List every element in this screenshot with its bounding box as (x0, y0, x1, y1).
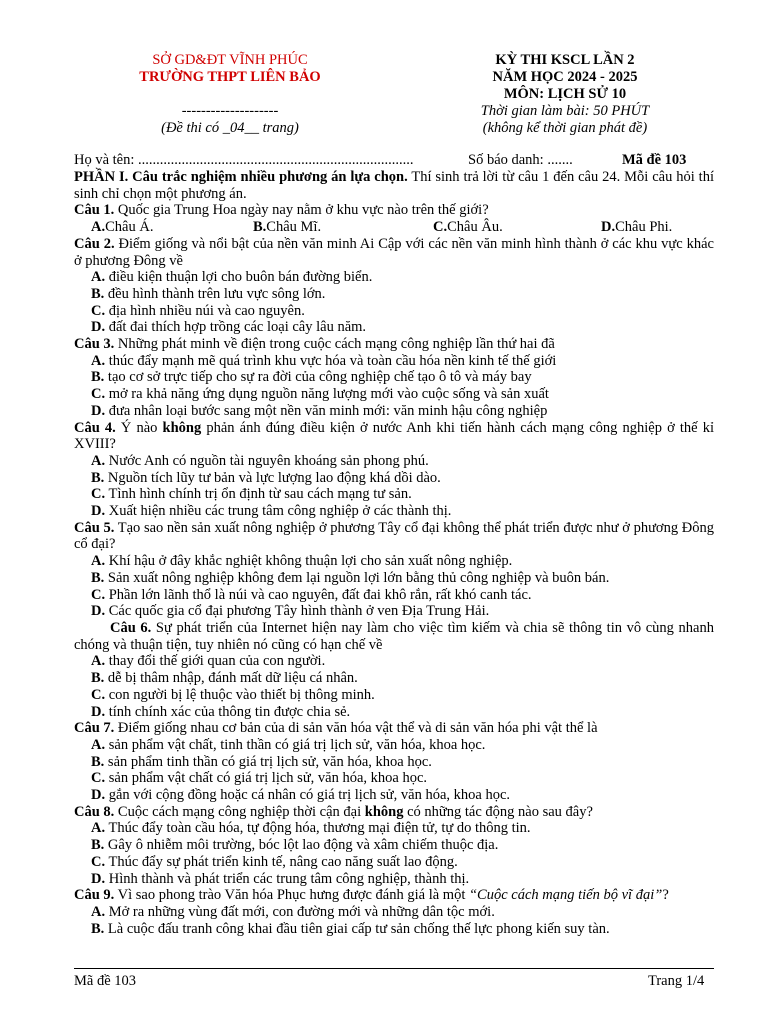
question-label: Câu 4. (74, 419, 116, 436)
option-a: A. thúc đẩy mạnh mẽ quá trình khu vực hóa và toàn cầu hóa nền kinh tế thế giới (91, 352, 557, 369)
option-c: C. địa hình nhiều núi và cao nguyên. (91, 302, 305, 319)
header-dashes: -------------------- (181, 103, 279, 119)
question-label: Câu 2. (74, 235, 115, 252)
option-a: A. sản phẩm vật chất, tinh thần có giá trị lịch sử, văn hóa, khoa học. (91, 736, 486, 753)
option-d: D. Các quốc gia cổ đại phương Tây hình thành ở ven Địa Trung Hải. (91, 603, 490, 620)
option-a: A. Mở ra những vùng đất mới, con đường mới và những dân tộc mới. (91, 903, 495, 920)
question-1 (74, 202, 714, 219)
option-b: B. dễ bị thâm nhập, đánh mất dữ liệu cá nhân. (91, 670, 358, 687)
option-b: B. Sản xuất nông nghiệp không đem lại nguồn lợi lớn bằng thủ công nghiệp và buôn bán. (91, 569, 610, 586)
question-3 (74, 336, 714, 353)
footer-divider (74, 968, 714, 969)
department-name: SỞ GD&ĐT VĨNH PHÚC (152, 52, 308, 68)
question-label: Câu 5. (74, 519, 115, 536)
question-text: Điểm giống nhau cơ bản của di sản văn hóa vật thể và di sản văn hóa phi vật thể là (114, 720, 598, 737)
question-label: Câu 7. (74, 720, 115, 737)
question-9: Câu 9. Vì sao phong trào Văn hóa Phục hưng được đánh giá là một “Cuộc cách mạng tiến bộ vĩ đại”? (74, 887, 669, 904)
subject-name: MÔN: LỊCH SỬ 10 (503, 86, 627, 102)
question-text: Điểm giống và nổi bật của nền văn minh Ai Cập với các nền văn minh hình thành ở các khu vực khác ở phương Đông về (74, 235, 714, 269)
footer-page-number: Trang 1/4 (648, 973, 705, 989)
question-text: Những phát minh về điện trong cuộc cách mạng công nghiệp lần thứ hai đã (114, 336, 555, 353)
candidate-number-field: Số báo danh: ....... (468, 152, 573, 168)
question-7 (74, 720, 714, 737)
option-b: B. tạo cơ sở trực tiếp cho sự ra đời của công nghiệp chế tạo ô tô và máy bay (91, 369, 532, 386)
time-limit-note: (không kể thời gian phát đề) (482, 120, 648, 136)
option-c: C. mở ra khả năng ứng dụng nguồn năng lượng mới vào cuộc sống và sản xuất (91, 386, 549, 403)
exam-body (74, 169, 714, 937)
part-header (74, 169, 714, 202)
question-text: Sự phát triển của Internet hiện nay làm cho việc tìm kiếm và chia sẽ thông tin vô cùng nhanh chóng và thuận tiện, tuy nhiên nó cũng có hạn chế về (74, 619, 714, 653)
option-a: A. Khí hậu ở đây khắc nghiệt không thuận lợi cho sản xuất nông nghiệp. (91, 553, 513, 570)
exam-code: Mã đề 103 (622, 152, 687, 168)
question-label: Câu 3. (74, 336, 115, 353)
question-label: Câu 9. (74, 887, 115, 904)
school-name: TRƯỜNG THPT LIÊN BẢO (139, 69, 321, 85)
question-text: Quốc gia Trung Hoa ngày nay nằm ở khu vực nào trên thế giới? (114, 202, 489, 219)
option-a: A. thay đổi thế giới quan của con người. (91, 653, 326, 670)
exam-name: KỲ THI KSCL LẦN 2 (495, 52, 635, 68)
question-text: Tạo sao nền sản xuất nông nghiệp ở phương Tây cổ đại không thể phát triển được như ở phương Đông cổ đại? (74, 519, 714, 553)
option-c: C. sản phẩm vật chất có giá trị lịch sử, văn hóa, khoa học. (91, 770, 428, 787)
option-c: C. Thúc đẩy sự phát triển kinh tế, nâng cao năng suất lao động. (91, 853, 458, 870)
option-d: D.Châu Phi. (601, 219, 673, 236)
option-c: C. Phần lớn lãnh thổ là núi và cao nguyên, đất đai khô rắn, rất khó canh tác. (91, 586, 532, 603)
option-c: C.Châu Âu. (433, 219, 503, 236)
option-d: D. tính chính xác của thông tin được chia sẻ. (91, 703, 351, 720)
option-c: C. con người bị lệ thuộc vào thiết bị thông minh. (91, 686, 375, 703)
option-a: A.Châu Á. (91, 219, 154, 236)
option-d: D. Hình thành và phát triển các trung tâm công nghiệp, thành thị. (91, 870, 470, 887)
option-b: B. đều hình thành trên lưu vực sông lớn. (91, 285, 326, 302)
option-d: D. đưa nhân loại bước sang một nền văn minh mới: văn minh hậu công nghiệp (91, 402, 548, 419)
header-right (440, 52, 690, 137)
part-instruction: Thí sinh trả lời từ câu 1 đến câu 24. Mỗi câu hỏi thí sinh chỉ chọn một phương án. (74, 169, 714, 202)
question-2 (74, 236, 714, 269)
option-d: D. gắn với cộng đồng hoặc cá nhân có giá trị lịch sử, văn hóa, khoa học. (91, 787, 511, 804)
question-label: Câu 6. (110, 619, 152, 636)
header-left (110, 52, 350, 137)
time-limit: Thời gian làm bài: 50 PHÚT (480, 103, 650, 119)
option-c: C. Tình hình chính trị ổn định từ sau cách mạng tư sản. (91, 486, 412, 503)
question-label: Câu 8. (74, 803, 115, 820)
school-year: NĂM HỌC 2024 - 2025 (492, 69, 638, 85)
option-b: B. Nguồn tích lũy tư bản và lực lượng lao động khá dồi dào. (91, 469, 441, 486)
emphasis-not: không (364, 803, 404, 820)
quoted-phrase: “Cuộc cách mạng tiến bộ vĩ đại” (468, 887, 663, 904)
option-b: B. sản phẩm tinh thần có giá trị lịch sử, văn hóa, khoa học. (91, 753, 432, 770)
option-b: B.Châu Mĩ. (253, 219, 322, 236)
option-a: A. Nước Anh có nguồn tài nguyên khoáng sản phong phú. (91, 452, 429, 469)
question-8: Câu 8. Cuộc cách mạng công nghiệp thời cận đại không có những tác động nào sau đây? (74, 803, 593, 820)
option-a: A. Thúc đẩy toàn cầu hóa, tự động hóa, thương mại điện tử, tự do thông tin. (91, 820, 531, 837)
emphasis-not: không (162, 419, 202, 436)
student-name-field: Họ và tên: ............................................................................ (74, 152, 414, 168)
option-a: A. điều kiện thuận lợi cho buôn bán đường biển. (91, 269, 373, 286)
question-4: Câu 4. Ý nào không phản ánh đúng điều kiện ở nước Anh khi tiến hành cách mạng công nghiệp ở thế kỉ XVIII? (74, 419, 714, 453)
footer-exam-code: Mã đề 103 (74, 973, 137, 989)
question-5 (74, 520, 714, 553)
option-d: D. đất đai thích hợp trồng các loại cây lâu năm. (91, 319, 367, 336)
part-title: PHẦN I. Câu trắc nghiệm nhiều phương án lựa chọn. (74, 169, 408, 185)
option-b: B. Là cuộc đấu tranh công khai đầu tiên giai cấp tư sản chống thế lực phong kiến suy tàn. (91, 920, 610, 937)
page-count-note: (Đề thi có _04__ trang) (161, 120, 299, 136)
question-label: Câu 1. (74, 202, 115, 219)
option-b: B. Gây ô nhiễm môi trường, bóc lột lao động và xâm chiếm thuộc địa. (91, 837, 499, 854)
question-1-options (74, 219, 714, 236)
question-6 (74, 620, 714, 653)
option-d: D. Xuất hiện nhiều các trung tâm công nghiệp ở các thành thị. (91, 503, 452, 520)
